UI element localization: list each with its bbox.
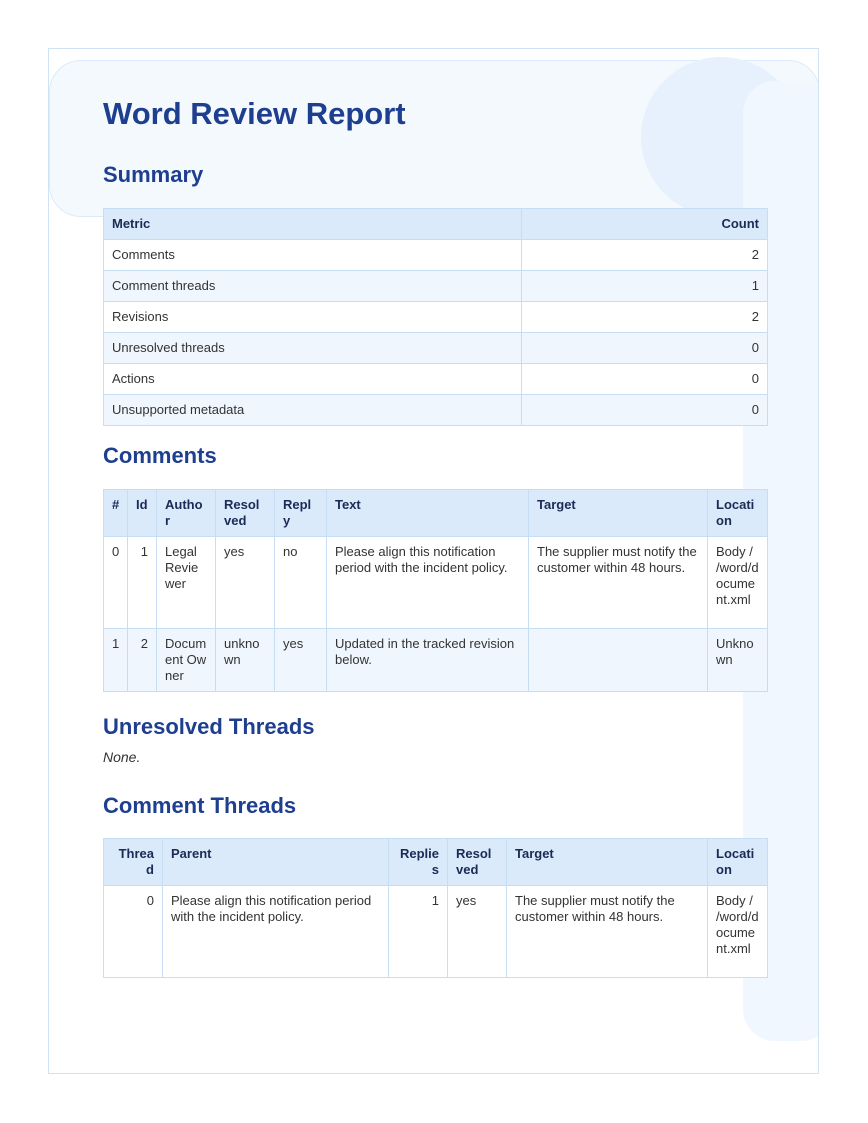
table-row bbox=[104, 395, 768, 426]
column-header-count: Count bbox=[522, 209, 768, 240]
target-cell: The supplier must notify the customer within 48 hours. bbox=[507, 886, 708, 978]
parent-cell: Please align this notification period with the incident policy. bbox=[163, 886, 389, 978]
column-header-thread: Thread bbox=[104, 839, 163, 886]
table-header-row bbox=[104, 209, 768, 240]
author-cell: Legal Reviewer bbox=[157, 537, 216, 629]
count-cell: 0 bbox=[522, 395, 768, 426]
reply-cell: no bbox=[275, 537, 327, 629]
table-row bbox=[104, 240, 768, 271]
table-row bbox=[104, 302, 768, 333]
unresolved-threads-heading: Unresolved Threads bbox=[103, 714, 315, 739]
replies-cell: 1 bbox=[389, 886, 448, 978]
thread-cell: 0 bbox=[104, 886, 163, 978]
comment-threads-heading: Comment Threads bbox=[103, 793, 297, 818]
count-cell: 2 bbox=[522, 302, 768, 333]
metric-cell: Revisions bbox=[104, 302, 522, 333]
text-cell: Please align this notification period with the incident policy. bbox=[327, 537, 529, 629]
reply-cell: yes bbox=[275, 629, 327, 692]
column-header-resolved: Resolved bbox=[216, 490, 275, 537]
location-cell: Unknown bbox=[708, 629, 768, 692]
comments-table bbox=[103, 489, 768, 692]
unresolved-empty-text: None. bbox=[103, 749, 141, 765]
column-header-metric: Metric bbox=[104, 209, 522, 240]
text-cell: Updated in the tracked revision below. bbox=[327, 629, 529, 692]
column-header-text: Text bbox=[327, 490, 529, 537]
count-cell: 2 bbox=[522, 240, 768, 271]
column-header-reply: Reply bbox=[275, 490, 327, 537]
table-row bbox=[104, 333, 768, 364]
column-header-index: # bbox=[104, 490, 128, 537]
report-title: Word Review Report bbox=[103, 96, 406, 131]
author-cell: Document Owner bbox=[157, 629, 216, 692]
column-header-replies: Replies bbox=[389, 839, 448, 886]
column-header-id: Id bbox=[128, 490, 157, 537]
summary-heading: Summary bbox=[103, 162, 204, 187]
location-cell: Body / /word/document.xml bbox=[708, 537, 768, 629]
index-cell: 0 bbox=[104, 537, 128, 629]
column-header-target: Target bbox=[507, 839, 708, 886]
table-header-row bbox=[104, 490, 768, 537]
target-cell bbox=[529, 629, 708, 692]
metric-cell: Comments bbox=[104, 240, 522, 271]
column-header-parent: Parent bbox=[163, 839, 389, 886]
table-row bbox=[104, 537, 768, 629]
resolved-cell: yes bbox=[216, 537, 275, 629]
column-header-target: Target bbox=[529, 490, 708, 537]
table-row bbox=[104, 364, 768, 395]
comments-heading: Comments bbox=[103, 443, 217, 468]
count-cell: 1 bbox=[522, 271, 768, 302]
id-cell: 1 bbox=[128, 537, 157, 629]
resolved-cell: yes bbox=[448, 886, 507, 978]
metric-cell: Comment threads bbox=[104, 271, 522, 302]
resolved-cell: unknown bbox=[216, 629, 275, 692]
column-header-location: Location bbox=[708, 490, 768, 537]
table-row bbox=[104, 886, 768, 978]
table-row bbox=[104, 271, 768, 302]
column-header-author: Author bbox=[157, 490, 216, 537]
summary-table bbox=[103, 208, 768, 426]
metric-cell: Unresolved threads bbox=[104, 333, 522, 364]
target-cell: The supplier must notify the customer within 48 hours. bbox=[529, 537, 708, 629]
column-header-location: Location bbox=[708, 839, 768, 886]
table-row bbox=[104, 629, 768, 692]
report-page bbox=[48, 48, 819, 1074]
index-cell: 1 bbox=[104, 629, 128, 692]
id-cell: 2 bbox=[128, 629, 157, 692]
metric-cell: Unsupported metadata bbox=[104, 395, 522, 426]
metric-cell: Actions bbox=[104, 364, 522, 395]
count-cell: 0 bbox=[522, 333, 768, 364]
table-header-row bbox=[104, 839, 768, 886]
location-cell: Body / /word/document.xml bbox=[708, 886, 768, 978]
column-header-resolved: Resolved bbox=[448, 839, 507, 886]
comment-threads-table bbox=[103, 838, 768, 978]
count-cell: 0 bbox=[522, 364, 768, 395]
